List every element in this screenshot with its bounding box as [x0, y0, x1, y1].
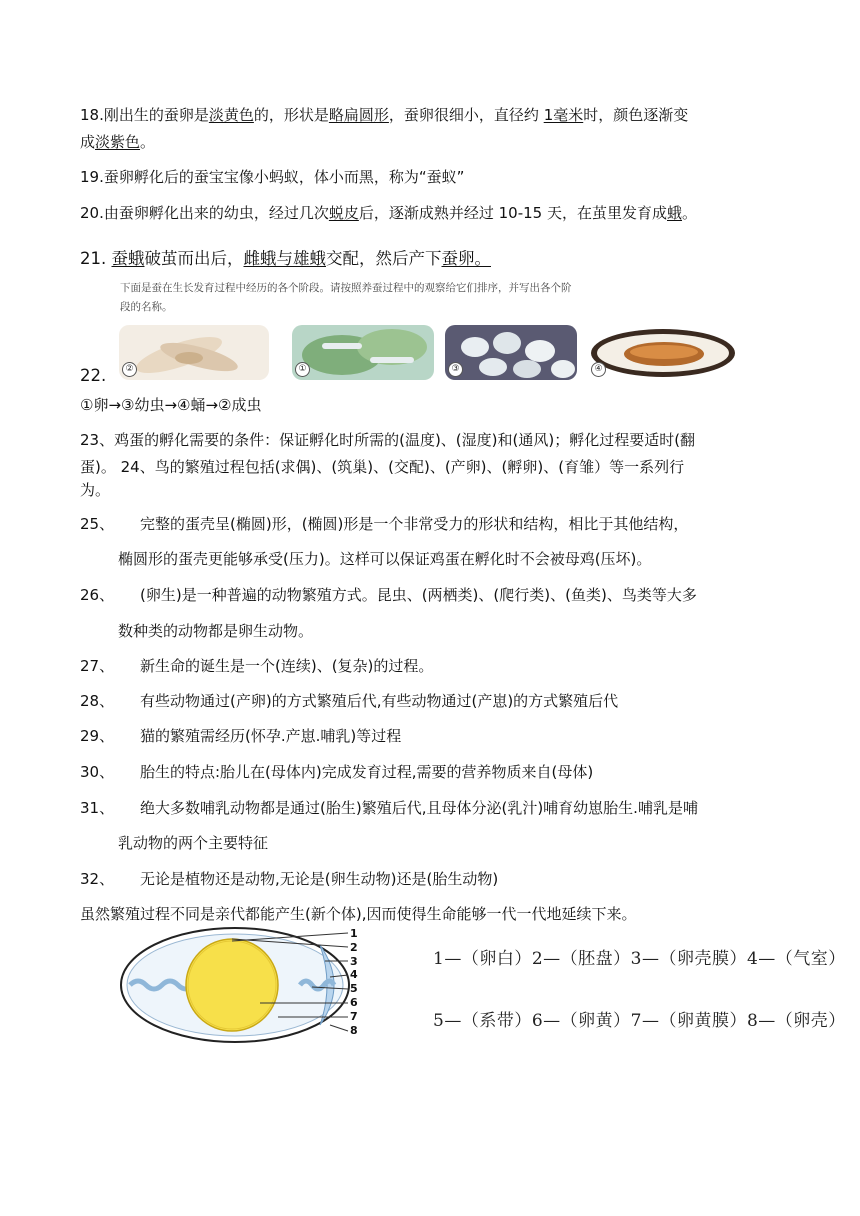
eggs-image — [445, 325, 577, 380]
answer: 蚕卵。 — [441, 249, 491, 268]
item-18-line-2 — [80, 131, 155, 152]
egg-label: 4 — [350, 968, 358, 982]
egg-labels — [350, 927, 358, 1037]
photo-pupa — [588, 325, 738, 380]
moth-image — [119, 325, 269, 380]
caption-line: 段的名称。 — [120, 301, 173, 313]
item-28-line-1: 有些动物通过(产卵)的方式繁殖后代,有些动物通过(产崽)的方式繁殖后代 — [140, 692, 619, 710]
text: 交配，然后产下 — [326, 249, 442, 268]
text: 20.由蚕卵孵化出来的幼虫，经过几次 — [80, 204, 329, 222]
item-21 — [80, 245, 502, 269]
item-31-line-2: 乳动物的两个主要特征 — [118, 834, 269, 852]
text: 18.刚出生的蚕卵是 — [80, 106, 209, 124]
item-23-line-2: 蛋)。 24、鸟的繁殖过程包括(求偶)、(筑巢)、(交配)、(产卵)、(孵卵)、(育雏）等一系列行 — [80, 458, 685, 476]
item-29-number: 29、 — [80, 727, 115, 745]
answer: 淡紫色 — [95, 133, 141, 151]
item-26-line-2: 数种类的动物都是卵生动物。 — [118, 622, 314, 640]
item-22-caption — [120, 280, 572, 314]
item-32-line-1: 无论是植物还是动物,无论是(卵生动物)还是(胎生动物) — [140, 870, 499, 888]
answer: 略扁圆形 — [328, 106, 389, 124]
answer: 蜕皮 — [328, 204, 359, 222]
item-23-line-3: 为。 — [80, 481, 111, 499]
photo-moth — [119, 325, 269, 380]
item-31-number: 31、 — [80, 799, 115, 817]
photo-badge: ① — [295, 362, 310, 377]
larva-image — [292, 325, 434, 380]
answer: 雌蛾与雄蛾 — [243, 249, 326, 268]
photo-larva — [292, 325, 434, 380]
item-20 — [80, 202, 697, 223]
egg-structure-diagram — [120, 925, 370, 1045]
item-30-line-1: 胎生的特点:胎儿在(母体内)完成发育过程,需要的营养物质来自(母体) — [140, 763, 594, 781]
answer: 1毫米 — [543, 106, 584, 124]
photo-badge: ② — [122, 362, 137, 377]
item-31-line-1: 绝大多数哺乳动物都是通过(胎生)繁殖后代,且母体分泌(乳汁)哺育幼崽胎生.哺乳是哺 — [140, 799, 698, 817]
egg-label: 7 — [350, 1009, 358, 1023]
text: 破茧而出后， — [144, 249, 244, 268]
text: 时，颜色逐渐变 — [583, 106, 689, 124]
answer: 蚕蛾 — [111, 249, 145, 268]
egg-label: 1 — [350, 927, 358, 940]
photo-badge: ④ — [591, 362, 606, 377]
item-28-number: 28、 — [80, 692, 115, 710]
item-25-line-1: 完整的蛋壳呈(椭圆)形，(椭圆)形是一个非常受力的形状和结构，相比于其他结构， — [140, 515, 689, 533]
item-32-number: 32、 — [80, 870, 115, 888]
item-23-line-1: 23、鸡蛋的孵化需要的条件：保证孵化时所需的(温度)、(湿度)和(通风)；孵化过程要适时(翻 — [80, 431, 696, 449]
closing-sentence: 虽然繁殖过程不同是亲代都能产生(新个体),因而使得生命能够一代一代地延续下来。 — [80, 905, 637, 923]
text: 。 — [682, 204, 698, 222]
text: 成 — [80, 133, 96, 151]
item-25-number: 25、 — [80, 515, 115, 533]
egg-label: 3 — [350, 954, 358, 968]
item-27-number: 27、 — [80, 657, 115, 675]
item-18-line-1 — [80, 104, 688, 125]
item-26-line-1: (卵生)是一种普遍的动物繁殖方式。昆虫、(两栖类)、(爬行类)、(鱼类)、鸟类等大多 — [140, 586, 697, 604]
item-26-number: 26、 — [80, 586, 115, 604]
egg-answer-row-2: 5—（系带）6—（卵黄）7—（卵黄膜）8—（卵壳） — [433, 1011, 846, 1031]
item-25-line-2: 椭圆形的蛋壳更能够承受(压力)。这样可以保证鸡蛋在孵化时不会被母鸡(压坏)。 — [118, 550, 652, 568]
text: 后，逐渐成熟并经过 10-15 天，在茧里发育成 — [358, 204, 667, 222]
text: 21. — [80, 249, 112, 268]
egg-answer-row-1: 1—（卵白）2—（胚盘）3—（卵壳膜）4—（气室） — [433, 949, 846, 969]
item-22-number: 22. — [80, 366, 107, 385]
photo-badge: ③ — [448, 362, 463, 377]
item-30-number: 30、 — [80, 763, 115, 781]
text: 的，形状是 — [253, 106, 329, 124]
text: ，蚕卵很细小，直径约 — [388, 106, 544, 124]
pupa-image — [588, 325, 738, 380]
egg-label: 5 — [350, 982, 358, 996]
egg-label: 6 — [350, 995, 358, 1009]
item-22-answer: ①卵→③幼虫→④蛹→②成虫 — [80, 396, 262, 414]
item-29-line-1: 猫的繁殖需经历(怀孕.产崽.哺乳)等过程 — [140, 727, 402, 745]
text: 。 — [140, 133, 156, 151]
caption-line: 下面是蚕在生长发育过程中经历的各个阶段。请按照养蚕过程中的观察给它们排序，并写出各个阶 — [120, 282, 572, 294]
egg-label: 8 — [350, 1023, 358, 1037]
answer: 蛾 — [667, 204, 683, 222]
item-27-line-1: 新生命的诞生是一个(连续)、(复杂)的过程。 — [140, 657, 434, 675]
item-19: 19.蚕卵孵化后的蚕宝宝像小蚂蚁，体小而黑，称为“蚕蚁” — [80, 168, 465, 186]
answer: 淡黄色 — [208, 106, 254, 124]
egg-label: 2 — [350, 940, 358, 954]
photo-eggs — [445, 325, 577, 380]
